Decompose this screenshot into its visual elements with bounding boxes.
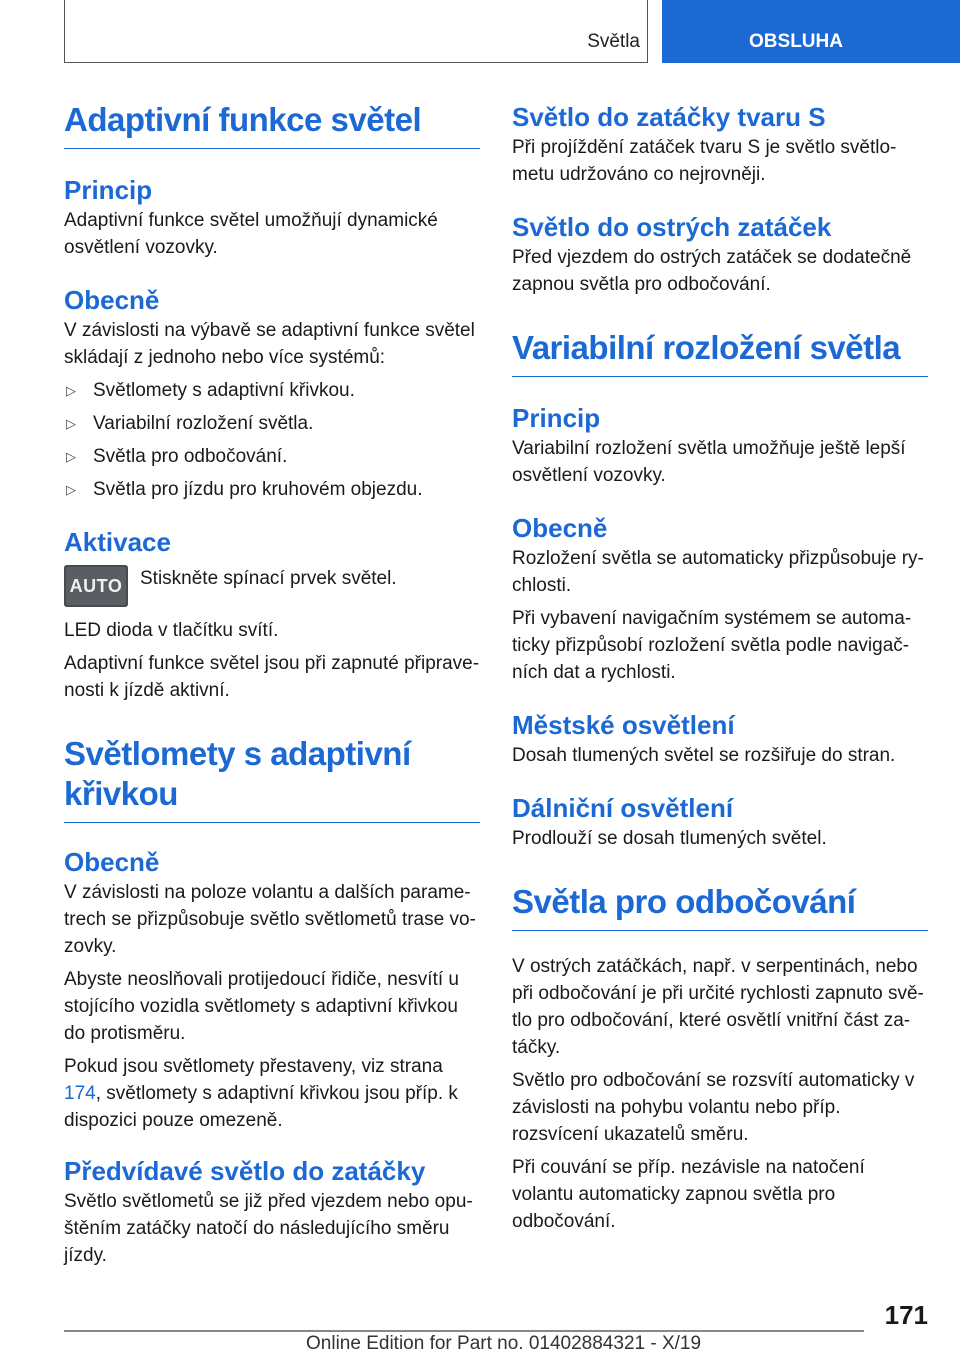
- right-column: [512, 100, 928, 1235]
- aktivni-text: Adaptivní funkce světel jsou při zapnuté připrave-nosti k jízdě aktivní.: [64, 653, 480, 701]
- heading-princip-2: Princip: [512, 403, 601, 433]
- pokud-text: Pokud jsou světlomety přestaveny, viz strana 174, světlomety s adaptivní křivkou jsou příp. k dispozici pouze omezeně.: [64, 1056, 458, 1131]
- heading-obecne-3: Obecně: [512, 513, 608, 543]
- obecne3-text-2: Při vybavení navigačním systémem se automa-ticky přizpůsobí rozložení světla podle navigač-ních dat a rychlosti.: [512, 608, 912, 683]
- list-item: ▷ Světlomety s adaptivní křivkou.: [64, 377, 480, 404]
- title-cornering-lights: Světla pro odbočování: [512, 882, 928, 931]
- systems-list: [64, 377, 480, 503]
- left-column: [64, 100, 480, 1269]
- triangle-bullet-icon: ▷: [66, 482, 76, 497]
- mestske-text: Dosah tlumených světel se rozšiřuje do stran.: [512, 745, 896, 766]
- obecne3-text-1: Rozložení světla se automaticky přizpůsobuje ry-chlosti.: [512, 548, 924, 596]
- heading-mestske: Městské osvětlení: [512, 710, 735, 740]
- heading-aktivace: Aktivace: [64, 527, 171, 557]
- led-text: LED dioda v tlačítku svítí.: [64, 620, 279, 641]
- heading-dalnicni: Dálniční osvětlení: [512, 793, 734, 823]
- aktivace-text: Stiskněte spínací prvek světel.: [140, 568, 397, 589]
- list-item: ▷ Světla pro jízdu pro kruhovém objezdu.: [64, 476, 480, 503]
- triangle-bullet-icon: ▷: [66, 449, 76, 464]
- heading-obecne-2: Obecně: [64, 847, 160, 877]
- heading-sharp-curves: Světlo do ostrých zatáček: [512, 212, 832, 242]
- list-item: ▷ Světla pro odbočování.: [64, 443, 480, 470]
- obecne2-text: V závislosti na poloze volantu a dalších parame-trech se přizpůsobuje světlo světlometů trase vo-zovky.: [64, 882, 476, 957]
- header-chapter-tab: OBSLUHA: [662, 0, 960, 63]
- heading-s-curve: Světlo do zatáčky tvaru S: [512, 102, 826, 132]
- princip2-text: Variabilní rozložení světla umožňuje ještě lepší osvětlení vozovky.: [512, 438, 906, 486]
- page-link[interactable]: 174: [64, 1083, 96, 1104]
- footer-divider: [64, 1330, 864, 1332]
- footer-edition: Online Edition for Part no. 01402884321 - X/19: [306, 1333, 702, 1354]
- header-section-title: Světla: [587, 31, 640, 52]
- title-adaptive-functions: Adaptivní funkce světel: [64, 100, 480, 149]
- title-adaptive-headlights: Světlomety s adaptivní křivkou: [64, 734, 480, 823]
- heading-princip: Princip: [64, 175, 153, 205]
- heading-predvidave: Předvídavé světlo do zatáčky: [64, 1156, 426, 1186]
- triangle-bullet-icon: ▷: [66, 383, 76, 398]
- sharp-curves-text: Před vjezdem do ostrých zatáček se dodatečně zapnou světla pro odbočování.: [512, 247, 912, 295]
- odboc-text-2: Světlo pro odbočování se rozsvítí automaticky v závislosti na pohybu volantu nebo příp. rozsvícení ukazatelů směru.: [512, 1070, 915, 1145]
- odboc-text-3: Při couvání se příp. nezávisle na natočení volantu automaticky zapnou světla pro odbočování.: [512, 1157, 865, 1232]
- obecne-text: V závislosti na výbavě se adaptivní funkce světel skládají z jednoho nebo více systémů:: [64, 320, 475, 368]
- dalnicni-text: Prodlouží se dosah tlumených světel.: [512, 828, 827, 849]
- heading-obecne: Obecně: [64, 285, 160, 315]
- abyste-text: Abyste neoslňovali protijedoucí řidiče, nesvítí u stojícího vozidla světlomety s adaptivní křivkou do protisměru.: [64, 969, 459, 1044]
- odboc-text-1: V ostrých zatáčkách, např. v serpentinách, nebo při odbočování je při určité rychlosti zapnuto svě-tlo pro odbočování, které osvětlí vnitřní část za-táčky.: [512, 956, 924, 1058]
- auto-instruction: [64, 565, 480, 607]
- triangle-bullet-icon: ▷: [66, 416, 76, 431]
- page-number: 171: [884, 1300, 928, 1330]
- list-item: ▷ Variabilní rozložení světla.: [64, 410, 480, 437]
- s-curve-text: Při projíždění zatáček tvaru S je světlo světlo-metu udržováno co nejrovněji.: [512, 137, 897, 185]
- auto-button-icon: AUTO: [64, 565, 128, 607]
- predvidave-text: Světlo světlometů se již před vjezdem nebo opu-štěním zatáčky natočí do následujícího směru jízdy.: [64, 1191, 473, 1266]
- princip-text: Adaptivní funkce světel umožňují dynamické osvětlení vozovky.: [64, 210, 438, 258]
- title-variable-light: Variabilní rozložení světla: [512, 328, 928, 377]
